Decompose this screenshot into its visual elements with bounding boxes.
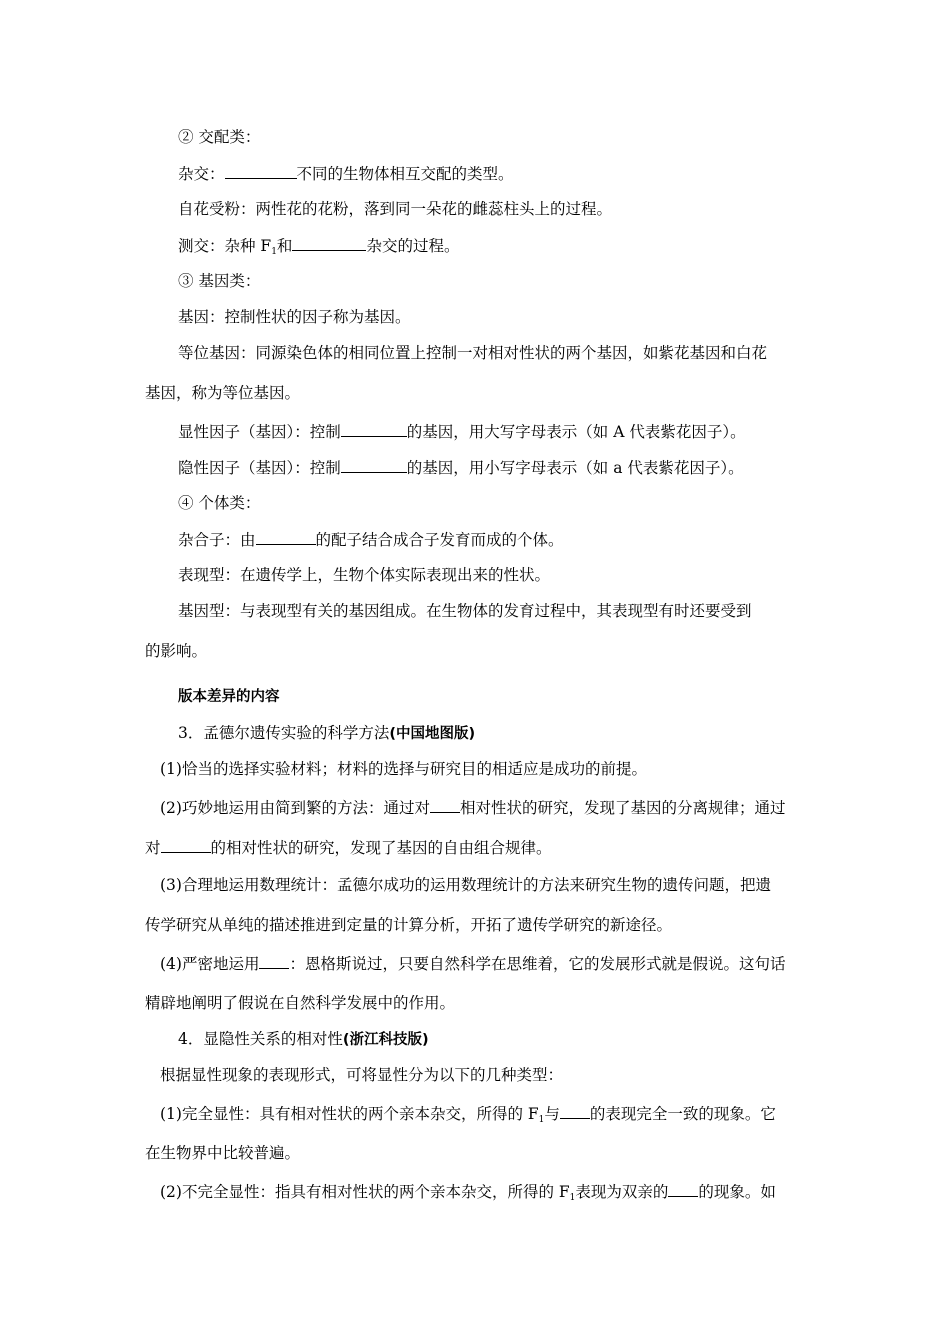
method-item-3-line1: (3)合理地运用数理统计：孟德尔成功的运用数理统计的方法来研究生物的遗传问题，把遗 <box>160 876 771 894</box>
hybrid-definition: 杂交： 不同的生物体相互交配的类型。 <box>178 162 514 185</box>
fill-blank[interactable] <box>668 1180 698 1197</box>
fill-blank[interactable] <box>259 952 289 969</box>
fill-blank[interactable] <box>225 162 297 179</box>
method-item-4-line2: 精辟地阐明了假说在自然科学发展中的作用。 <box>145 994 456 1012</box>
fill-blank[interactable] <box>161 836 211 853</box>
method-item-3-line2: 传学研究从单纯的描述推进到定量的计算分析，开拓了遗传学研究的新途径。 <box>145 916 673 934</box>
dominance-intro: 根据显性现象的表现形式，可将显性分为以下的几种类型： <box>160 1066 564 1084</box>
genotype-definition-line1: 基因型：与表现型有关的基因组成。在生物体的发育过程中，其表现型有时还要受到 <box>178 602 752 620</box>
complete-dominance-line2: 在生物界中比较普遍。 <box>145 1144 301 1162</box>
section-heading: 版本差异的内容 <box>178 689 280 705</box>
individual-category-heading: ④ 个体类： <box>178 494 261 512</box>
genotype-definition-line2: 的影响。 <box>145 642 208 660</box>
incomplete-dominance-line1: (2)不完全显性：指具有相对性状的两个亲本杂交，所得的 $F_1$表现为双亲的 的现象。如 <box>160 1180 776 1203</box>
section-4-title: 4．显隐性关系的相对性(浙江科技版) <box>178 1030 429 1048</box>
fill-blank[interactable] <box>430 796 460 813</box>
method-item-2-line1: (2)巧妙地运用由简到繁的方法：通过对 相对性状的研究，发现了基因的分离规律；通过 <box>160 796 785 819</box>
testcross-definition: 测交：杂种 $F_1$和 杂交的过程。 <box>178 234 459 257</box>
fill-blank[interactable] <box>560 1102 590 1119</box>
heterozygote-definition: 杂合子：由 的配子结合成合子发育而成的个体。 <box>178 528 564 551</box>
complete-dominance-line1: (1)完全显性：具有相对性状的两个亲本杂交，所得的 $F_1$与 的表现完全一致的现象。它 <box>160 1102 776 1125</box>
fill-blank[interactable] <box>256 528 316 545</box>
method-item-4-line1: (4)严密地运用 ：恩格斯说过，只要自然科学在思维着，它的发展形式就是假说。这句话 <box>160 952 785 975</box>
fill-blank[interactable] <box>341 456 407 473</box>
fill-blank[interactable] <box>292 234 366 251</box>
dominant-factor-definition: 显性因子（基因）：控制 的基因，用大写字母表示（如 A 代表紫花因子）。 <box>178 420 746 443</box>
gene-definition: 基因：控制性状的因子称为基因。 <box>178 308 411 326</box>
method-item-2-line2: 对 的相对性状的研究，发现了基因的自由组合规律。 <box>145 836 552 859</box>
method-item-1: (1)恰当的选择实验材料；材料的选择与研究目的相适应是成功的前提。 <box>160 760 647 778</box>
self-pollination-definition: 自花受粉：两性花的花粉，落到同一朵花的雌蕊柱头上的过程。 <box>178 200 613 218</box>
allele-definition-line2: 基因，称为等位基因。 <box>145 384 301 402</box>
gene-category-heading: ③ 基因类： <box>178 272 261 290</box>
recessive-factor-definition: 隐性因子（基因）：控制 的基因，用小写字母表示（如 a 代表紫花因子）。 <box>178 456 744 479</box>
section-3-title: 3．孟德尔遗传实验的科学方法(中国地图版) <box>178 724 476 742</box>
phenotype-definition: 表现型：在遗传学上，生物个体实际表现出来的性状。 <box>178 566 551 584</box>
fill-blank[interactable] <box>341 420 407 437</box>
mating-category-heading: ② 交配类： <box>178 128 261 146</box>
allele-definition-line1: 等位基因：同源染色体的相同位置上控制一对相对性状的两个基因，如紫花基因和白花 <box>178 344 768 362</box>
